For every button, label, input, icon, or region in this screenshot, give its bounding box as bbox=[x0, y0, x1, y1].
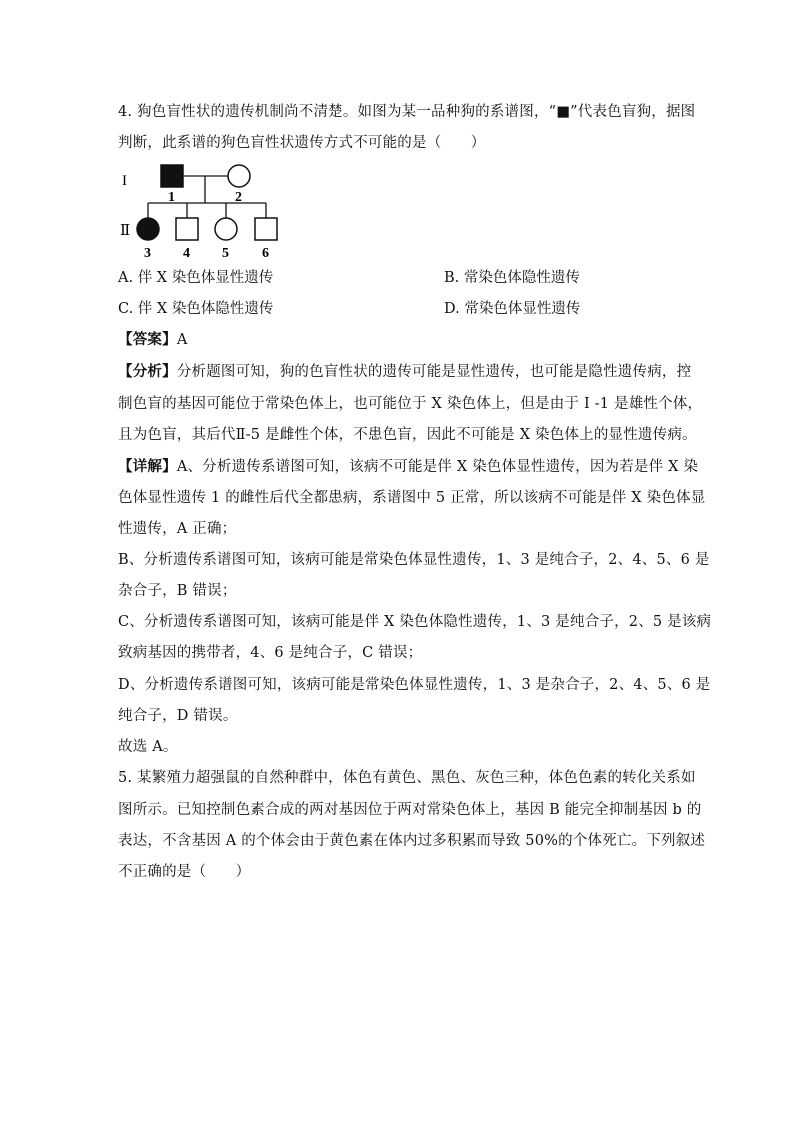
detail-line-8: D、分析遗传系谱图可知，该病可能是常染色体显性遗传，1、3 是杂合子，2、4、5、6 是 bbox=[118, 677, 711, 693]
q5-stem-line-1: 5. 某繁殖力超强鼠的自然种群中，体色有黄色、黑色、灰色三种，体色色素的转化关系如 bbox=[118, 770, 696, 786]
individual-4-normal-male bbox=[176, 218, 198, 240]
individual-3-affected-female bbox=[137, 218, 159, 240]
detail-line-7: 致病基因的携带者，4、6 是纯合子，C 错误； bbox=[118, 645, 423, 661]
q5-stem-line-4: 不正确的是（ ） bbox=[118, 864, 251, 880]
q4-stem-line-1: 4. 狗色盲性状的遗传机制尚不清楚。如图为某一品种狗的系谱图，“■”代表色盲狗，据图 bbox=[118, 104, 696, 120]
generation-label-1: I bbox=[122, 173, 127, 189]
individual-number-1: 1 bbox=[168, 190, 175, 205]
individual-2-normal-female bbox=[228, 165, 250, 187]
detail-line-6: C、分析遗传系谱图可知，该病可能是伴 X 染色体隐性遗传，1、3 是纯合子，2、5 是该病 bbox=[118, 614, 712, 630]
q5-stem-line-3: 表达，不含基因 A 的个体会由于黄色素在体内过多积累而导致 50%的个体死亡。下列叙述 bbox=[118, 833, 706, 849]
individual-number-3: 3 bbox=[144, 246, 151, 261]
answer-value: A bbox=[176, 332, 188, 348]
option-b: B. 常染色体隐性遗传 bbox=[444, 270, 580, 286]
detail-tag: 【详解】 bbox=[118, 458, 177, 475]
detail-line-9: 纯合子，D 错误。 bbox=[118, 708, 238, 724]
option-a: A. 伴 X 染色体显性遗传 bbox=[118, 270, 274, 286]
option-d: D. 常染色体显性遗传 bbox=[444, 301, 581, 317]
individual-6-normal-male bbox=[255, 218, 277, 240]
individual-number-4: 4 bbox=[183, 246, 190, 261]
q4-stem-line-2: 判断，此系谱的狗色盲性状遗传方式不可能的是（ ） bbox=[118, 135, 486, 151]
detail-line-4: B、分析遗传系谱图可知，该病可能是常染色体显性遗传，1、3 是纯合子，2、4、5、6 是 bbox=[118, 552, 710, 568]
conclusion-line: 故选 A。 bbox=[118, 739, 178, 755]
analysis-line-2: 制色盲的基因可能位于常染色体上，也可能位于 X 染色体上，但是由于 I -1 是雄性个体， bbox=[118, 396, 703, 412]
detail-line-5: 杂合子，B 错误； bbox=[118, 583, 237, 599]
answer-tag: 【答案】 bbox=[118, 331, 177, 348]
detail-line-2: 色体显性遗传 1 的雌性后代全都患病，系谱图中 5 正常，所以该病不可能是伴 X 染色体显 bbox=[118, 490, 706, 506]
individual-1-affected-male bbox=[161, 165, 183, 187]
pedigree-diagram bbox=[118, 160, 288, 265]
individual-number-6: 6 bbox=[262, 246, 269, 261]
detail-line-3: 性遗传，A 正确； bbox=[118, 521, 237, 537]
individual-number-5: 5 bbox=[222, 246, 229, 261]
detail-text-1: A、分析遗传系谱图可知，该病不可能是伴 X 染色体显性遗传，因为若是伴 X 染 bbox=[176, 459, 699, 475]
generation-label-2: Ⅱ bbox=[120, 223, 131, 239]
analysis-text-1: 分析题图可知，狗的色盲性状的遗传可能是显性遗传，也可能是隐性遗传病，控 bbox=[176, 364, 692, 380]
detail-line-1 bbox=[118, 457, 698, 477]
option-c: C. 伴 X 染色体隐性遗传 bbox=[118, 301, 274, 317]
individual-5-normal-female bbox=[215, 218, 237, 240]
analysis-tag: 【分析】 bbox=[118, 363, 177, 380]
analysis-line-3: 且为色盲，其后代Ⅱ-5 是雌性个体，不患色盲，因此不可能是 X 染色体上的显性遗传病。 bbox=[118, 427, 697, 443]
analysis-line-1 bbox=[118, 362, 691, 382]
answer-line bbox=[118, 330, 187, 350]
individual-number-2: 2 bbox=[235, 190, 242, 205]
q5-stem-line-2: 图所示。已知控制色素合成的两对基因位于两对常染色体上，基因 B 能完全抑制基因 b 的 bbox=[118, 802, 702, 818]
